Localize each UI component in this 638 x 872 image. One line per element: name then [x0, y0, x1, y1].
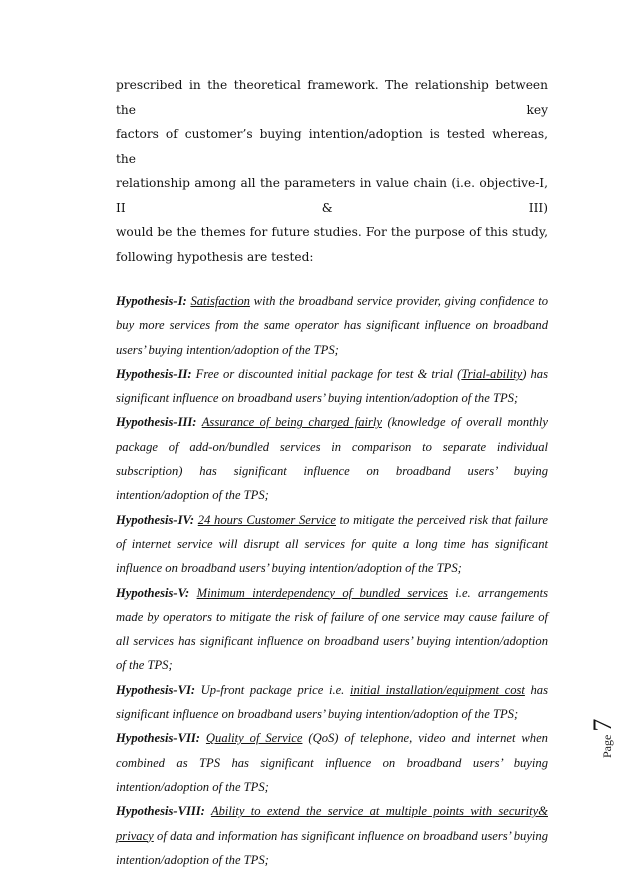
- hypothesis-label: Hypothesis-II:: [116, 366, 192, 381]
- hypothesis-label: Hypothesis-I:: [116, 294, 187, 308]
- hypothesis-text: has significant influence on broadband users’ buying intention/adoption of the TPS;: [116, 682, 548, 722]
- hypothesis-key-factor: Quality of Service: [205, 731, 303, 746]
- intro-line: factors of customer’s buying intention/adoption is tested whereas, the: [116, 127, 548, 166]
- hypothesis-key-factor: Assurance of being charged fairly: [201, 415, 382, 430]
- hypothesis-label: Hypothesis-VI:: [116, 682, 196, 697]
- hypothesis-key-factor: Ability to extend the service at multiple points with security& privacy: [116, 804, 548, 843]
- hypothesis-text: (knowledge of overall monthly package of add-on/bundled services in comparison to separate individual subscription) has significant influence on broadband users’ buying intention/adoption of the TPS;: [116, 415, 549, 503]
- hypothesis-text: to mitigate the perceived risk that failure of internet service will disrupt all services for quite a long time has significant influence on broadband users’ buying intention/adoption of the TPS;: [116, 512, 548, 576]
- hypothesis-item: [116, 581, 548, 678]
- intro-line: prescribed in the theoretical framework. The relationship between the key: [116, 78, 548, 117]
- hypothesis-key-factor: initial installation/equipment cost: [349, 682, 525, 697]
- hypothesis-list: [116, 289, 548, 872]
- page-number: [588, 706, 624, 758]
- hypothesis-label: Hypothesis-III:: [116, 415, 197, 430]
- hypothesis-label: Hypothesis-VIII:: [116, 804, 205, 819]
- hypothesis-key-factor: Minimum interdependency of bundled services: [196, 585, 448, 600]
- hypothesis-text: ) has significant influence on broadband users’ buying intention/adoption of the TPS;: [116, 366, 549, 406]
- intro-line: relationship among all the parameters in value chain (i.e. objective-I, II & III): [116, 176, 548, 215]
- hypothesis-item: [116, 508, 548, 581]
- hypothesis-text: [189, 586, 196, 600]
- hypothesis-text: (QoS) of telephone, video and internet when combined as TPS has significant influence on broadband users’ buying intention/adoption of the TPS;: [116, 731, 548, 794]
- hypothesis-text: with the broadband service provider, giving confidence to buy more services from the same operator has significant influence on broadband users’ buying intention/adoption of the TPS;: [116, 294, 548, 357]
- page-number-value: 7: [588, 718, 617, 732]
- hypothesis-key-factor: 24 hours Customer Service: [197, 512, 337, 527]
- hypothesis-key-factor: Trial-ability: [461, 366, 523, 381]
- hypothesis-text: of data and information has significant influence on broadband users’ buying intention/adoption of the TPS;: [116, 828, 548, 867]
- hypothesis-item: [116, 362, 548, 411]
- document-page: [116, 73, 548, 872]
- hypothesis-text: i.e. arrangements made by operators to mitigate the risk of failure of one service may cause failure of all services has significant influence on broadband users’ buying intention/adoption of the TPS;: [116, 585, 548, 673]
- hypothesis-label: Hypothesis-VII:: [116, 731, 200, 746]
- hypothesis-label: Hypothesis-IV:: [116, 512, 195, 527]
- hypothesis-label: Hypothesis-V:: [116, 585, 190, 600]
- hypothesis-item: [116, 799, 548, 872]
- hypothesis-item: [116, 678, 548, 727]
- hypothesis-text: Up-front package price i.e.: [195, 682, 350, 697]
- hypothesis-key-factor: Satisfaction: [190, 294, 250, 308]
- hypothesis-text: Free or discounted initial package for test & trial (: [191, 366, 462, 381]
- page-word: Page: [600, 734, 614, 758]
- intro-paragraph: [116, 73, 548, 269]
- intro-line: following hypothesis are tested:: [116, 249, 314, 264]
- hypothesis-item: [116, 289, 548, 362]
- hypothesis-item: [116, 410, 548, 507]
- intro-line: would be the themes for future studies. For the purpose of this study,: [116, 225, 548, 239]
- hypothesis-item: [116, 726, 548, 799]
